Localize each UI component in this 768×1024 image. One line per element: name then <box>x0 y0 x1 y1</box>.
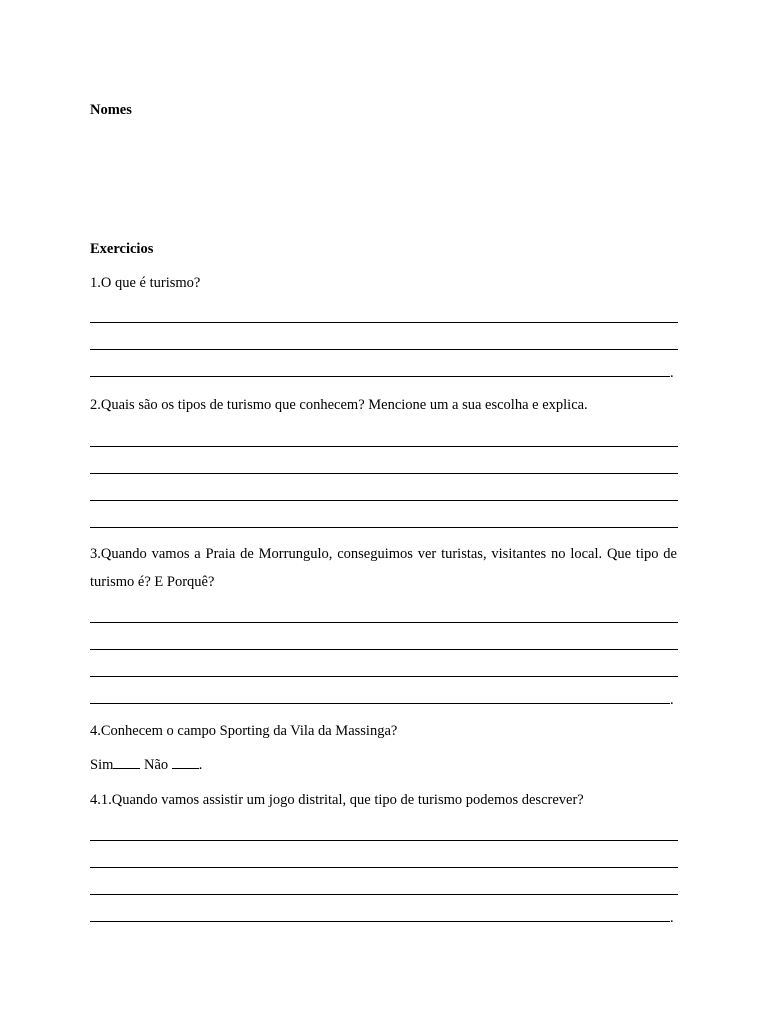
answer-line[interactable] <box>90 703 670 704</box>
yes-label: Sim <box>90 757 114 773</box>
answer-line[interactable] <box>90 649 678 650</box>
answer-line[interactable] <box>90 349 678 350</box>
yes-blank[interactable] <box>113 756 140 769</box>
yes-no-row <box>90 756 202 774</box>
answer-line[interactable] <box>90 527 678 528</box>
question-4: 4.Conhecem o campo Sporting da Vila da Massinga? <box>90 723 398 739</box>
answer-line[interactable] <box>90 322 678 323</box>
question-3: 3.Quando vamos a Praia de Morrungulo, conseguimos ver turistas, visitantes no local. Que tipo de turismo é? E Porquê? <box>90 546 677 590</box>
answer-line[interactable] <box>90 622 678 623</box>
question-2: 2.Quais são os tipos de turismo que conhecem? Mencione um a sua escolha e explica. <box>90 397 588 413</box>
yes-no-end-mark: . <box>198 757 203 773</box>
no-label: Não <box>144 757 169 773</box>
line-end-mark: . <box>670 910 674 926</box>
line-end-mark: . <box>670 692 674 708</box>
answer-line[interactable] <box>90 921 670 922</box>
answer-line[interactable] <box>90 500 678 501</box>
answer-line[interactable] <box>90 894 678 895</box>
no-blank[interactable] <box>172 756 199 769</box>
exercises-title: Exercicios <box>90 241 154 257</box>
question-4-1: 4.1.Quando vamos assistir um jogo distrital, que tipo de turismo podemos descrever? <box>90 792 584 808</box>
names-label: Nomes <box>90 102 132 118</box>
question-1: 1.O que é turismo? <box>90 275 201 291</box>
answer-line[interactable] <box>90 840 678 841</box>
line-end-mark: . <box>670 365 674 381</box>
answer-line[interactable] <box>90 867 678 868</box>
answer-line[interactable] <box>90 473 678 474</box>
answer-line[interactable] <box>90 676 678 677</box>
answer-line[interactable] <box>90 446 678 447</box>
answer-line[interactable] <box>90 376 670 377</box>
